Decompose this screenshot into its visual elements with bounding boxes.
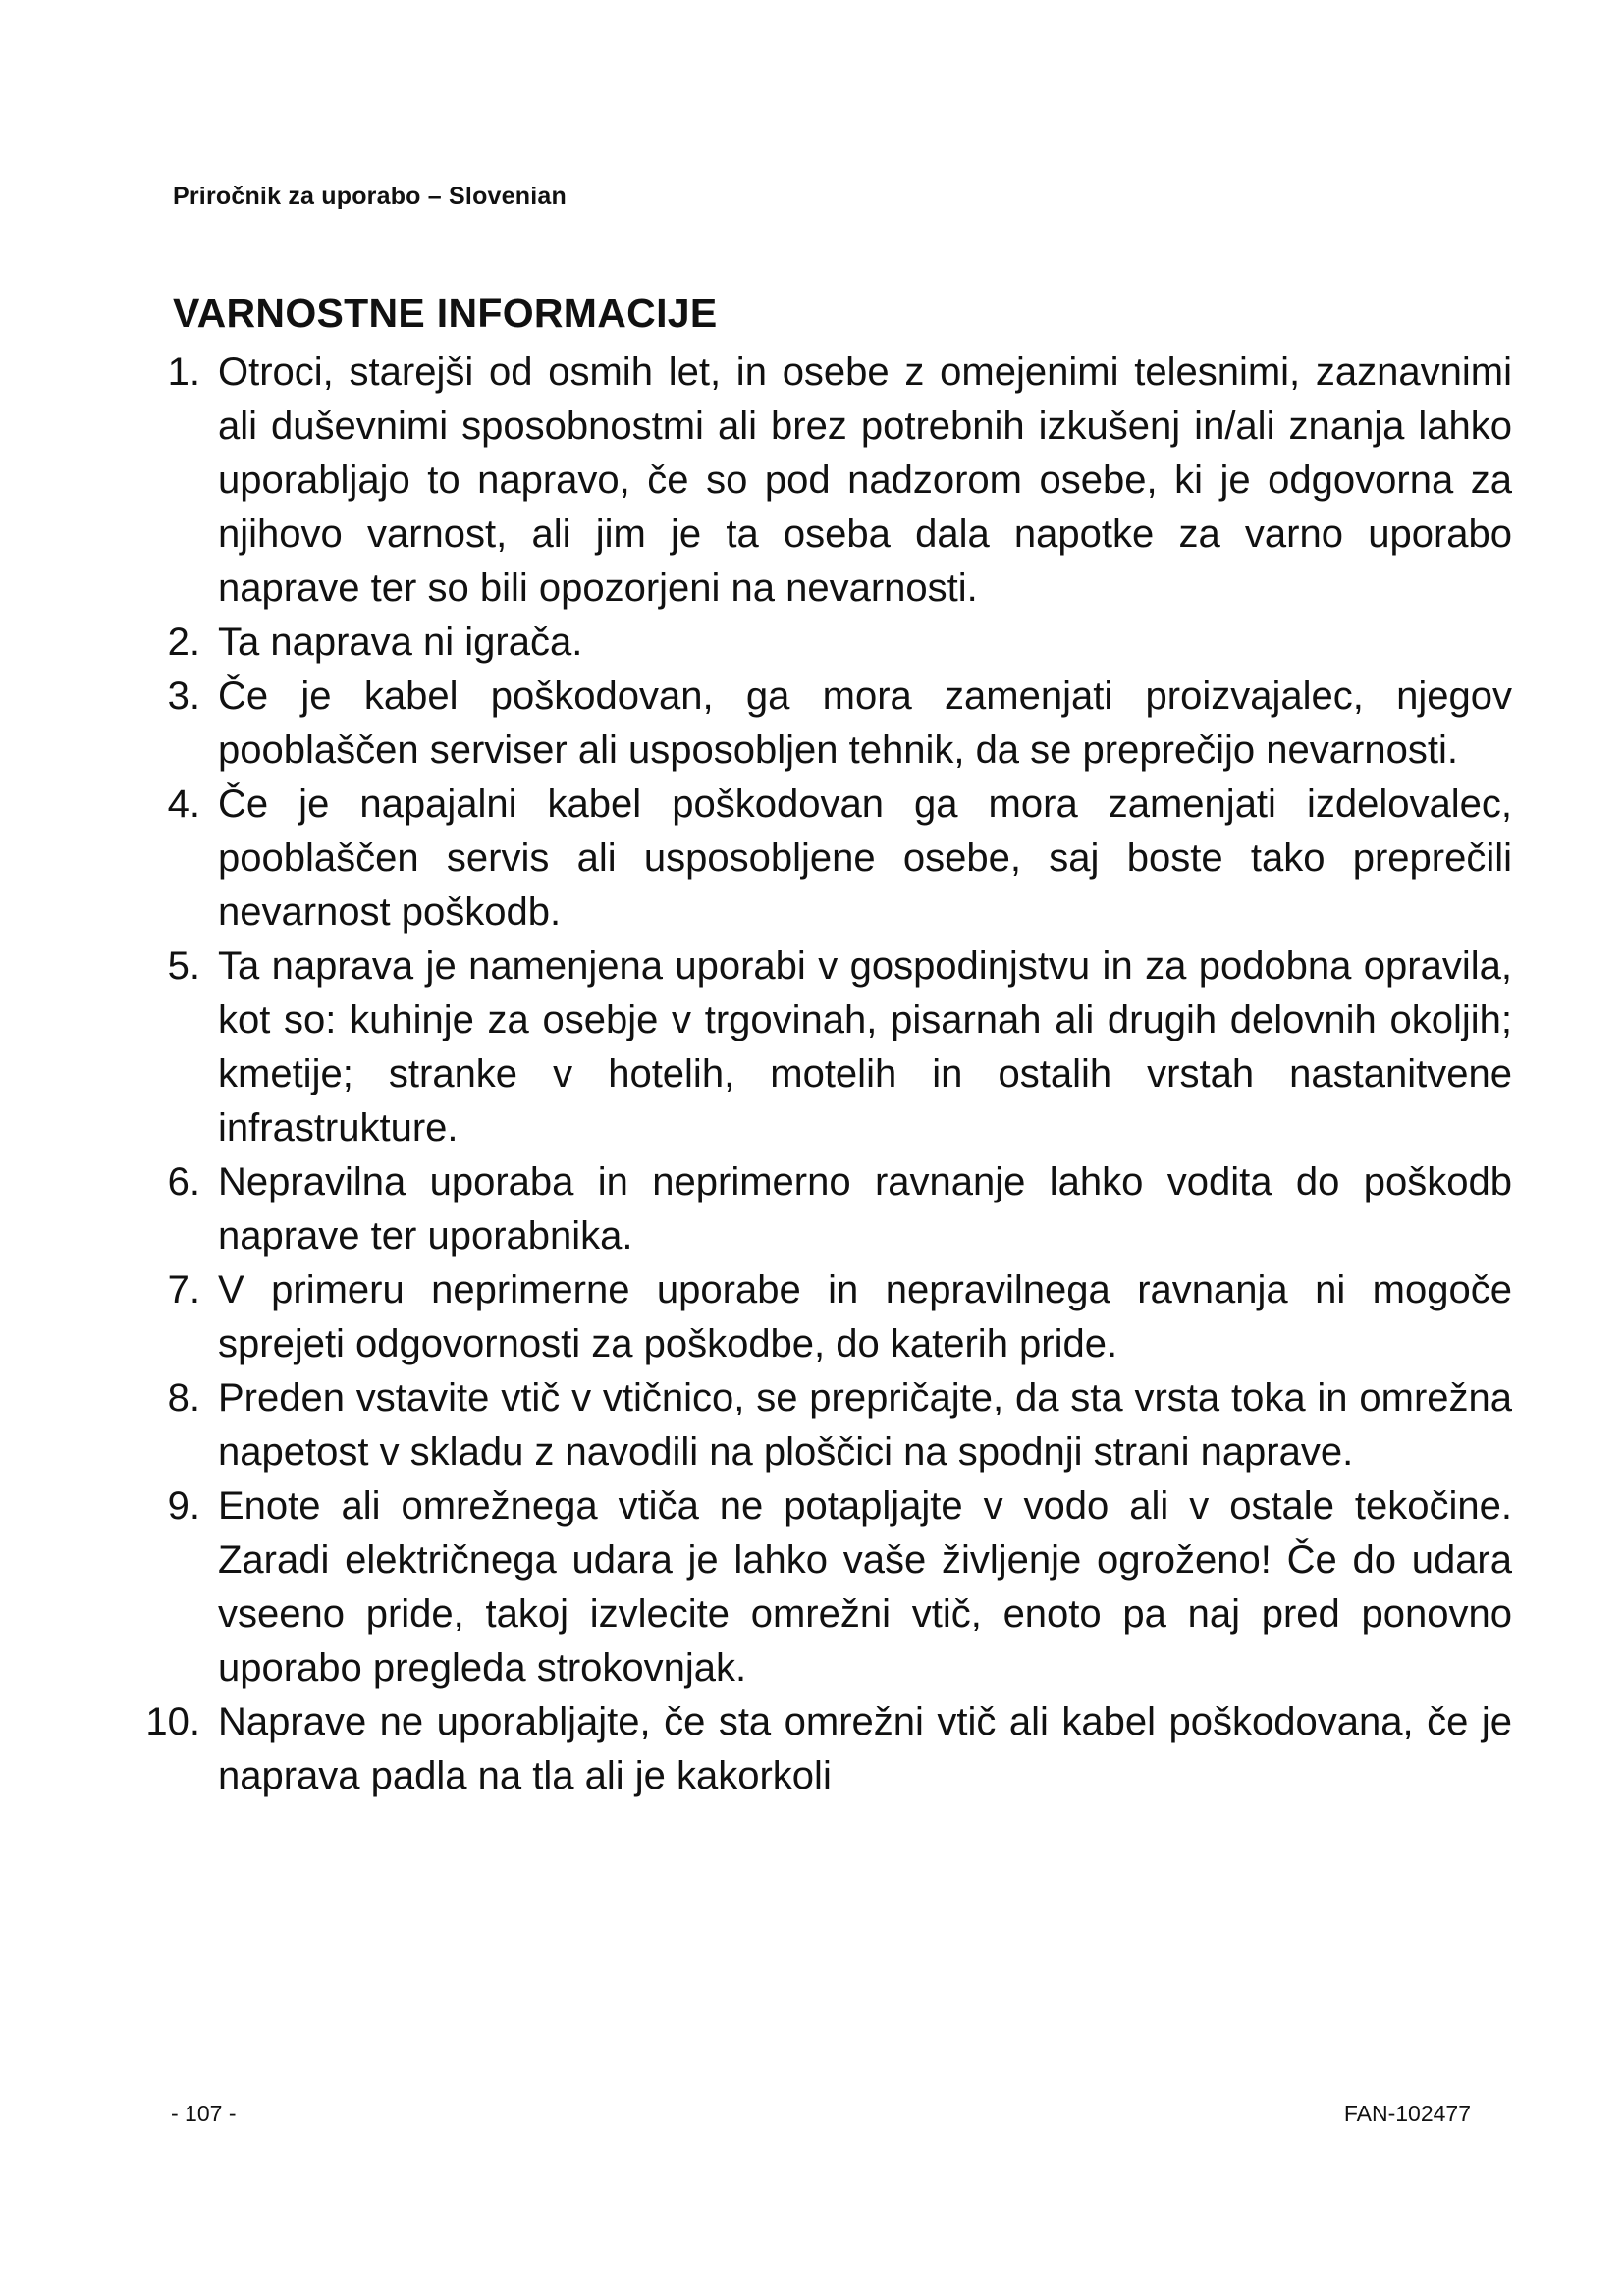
item-number: 9. (167, 1484, 200, 1527)
item-number: 4. (167, 782, 200, 826)
item-number: 1. (167, 350, 200, 394)
item-text: Otroci, starejši od osmih let, in osebe z omejenimi telesnimi, zaznavnimi ali duševnimi sposobnostmi ali brez potrebnih izkušenj in/ali znanja lahko uporabljajo to napravo, če so pod nadzorom osebe, ki je odgovorna za njihovo varnost, ali jim je ta oseba dala napotke za varno uporabo naprave ter so bili opozorjeni na nevarnosti. (218, 350, 1512, 610)
page-header: Priročnik za uporabo – Slovenian (173, 183, 567, 210)
list-item (110, 346, 1512, 615)
list-item (110, 777, 1512, 939)
item-number: 3. (167, 674, 200, 718)
item-number: 7. (167, 1268, 200, 1311)
item-text: Nepravilna uporaba in neprimerno ravnanje lahko vodita do poškodb naprave ter uporabnika. (218, 1160, 1512, 1257)
section-title: VARNOSTNE INFORMACIJE (173, 291, 718, 336)
list-item (110, 669, 1512, 777)
item-number: 6. (167, 1160, 200, 1203)
list-item (110, 615, 1512, 669)
item-number: 10. (145, 1700, 200, 1743)
document-code: FAN-102477 (1343, 2101, 1471, 2126)
list-item (110, 1371, 1512, 1479)
list-item (110, 1695, 1512, 1803)
item-text: Ta naprava je namenjena uporabi v gospodinjstvu in za podobna opravila, kot so: kuhinje za osebje v trgovinah, pisarnah ali drugih delovnih okoljih; kmetije; stranke v hotelih, motelih in ostalih vrstah nastanitvene infrastrukture. (218, 944, 1512, 1149)
item-text: V primeru neprimerne uporabe in nepravilnega ravnanja ni mogoče sprejeti odgovornosti za poškodbe, do katerih pride. (218, 1268, 1512, 1365)
list-item (110, 1263, 1512, 1371)
list-item (110, 939, 1512, 1155)
item-text: Če je napajalni kabel poškodovan ga mora zamenjati izdelovalec, pooblaščen servis ali usposobljene osebe, saj boste tako preprečili nevarnost poškodb. (218, 782, 1512, 934)
item-text: Enote ali omrežnega vtiča ne potapljajte v vodo ali v ostale tekočine. Zaradi električnega udara je lahko vaše življenje ogroženo! Če do udara vseeno pride, takoj izvlecite omrežni vtič, enoto pa naj pred ponovno uporabo pregleda strokovnjak. (218, 1484, 1512, 1689)
item-text: Če je kabel poškodovan, ga mora zamenjati proizvajalec, njegov pooblaščen serviser ali usposobljen tehnik, da se preprečijo nevarnosti. (218, 674, 1512, 772)
item-number: 2. (167, 620, 200, 664)
item-text: Naprave ne uporabljajte, če sta omrežni vtič ali kabel poškodovana, če je naprava padla na tla ali je kakorkoli (218, 1700, 1512, 1797)
safety-list (110, 346, 1512, 1803)
item-number: 5. (167, 944, 200, 988)
item-number: 8. (167, 1376, 200, 1419)
page-number: - 107 - (171, 2101, 237, 2126)
list-item (110, 1155, 1512, 1263)
list-item (110, 1479, 1512, 1695)
item-text: Preden vstavite vtič v vtičnico, se prepričajte, da sta vrsta toka in omrežna napetost v skladu z navodili na ploščici na spodnji strani naprave. (218, 1376, 1512, 1473)
item-text: Ta naprava ni igrača. (218, 620, 583, 664)
